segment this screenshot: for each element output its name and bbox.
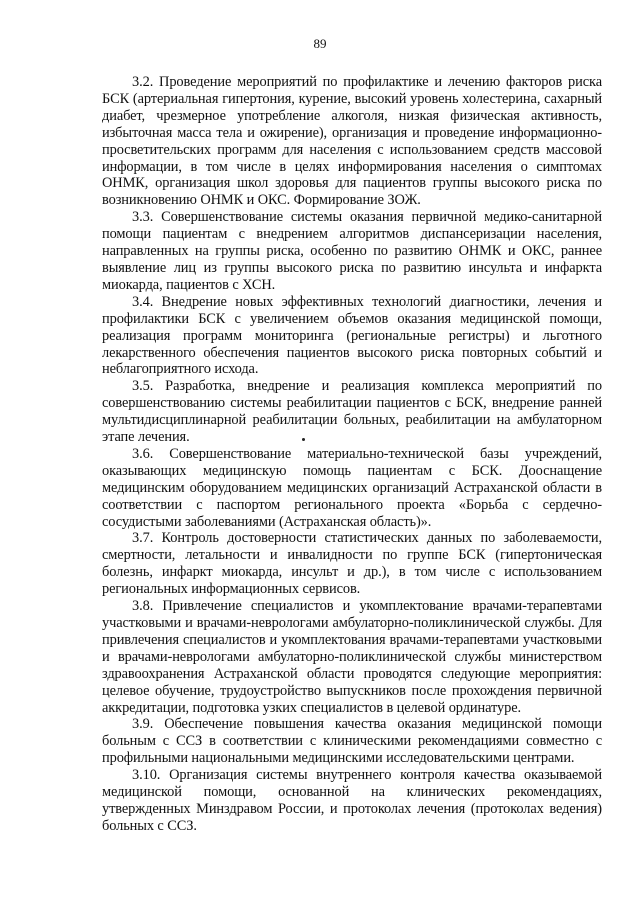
scan-speck: [302, 438, 305, 441]
paragraph-3-10: 3.10. Организация системы внутреннего контроля качества оказываемой медицинской помощи, основанной на клинических рекомендациях, утвержденных Минздравом России, и протоколах лечения (протоколах ведения) больных с ССЗ.: [102, 767, 602, 834]
paragraph-3-4: 3.4. Внедрение новых эффективных технологий диагностики, лечения и профилактики БСК с увеличением объемов оказания медицинской помощи, реализация программ мониторинга (региональные регистры) и льготного лекарственного обеспечения пациентов высокого риска повторных событий и неблагоприятного исхода.: [102, 293, 602, 378]
paragraph-3-9: 3.9. Обеспечение повышения качества оказания медицинской помощи больным с ССЗ в соответствии с клиническими рекомендациями совместно с профильными национальными медицинскими исследовательскими центрами.: [102, 716, 602, 767]
paragraph-3-7: 3.7. Контроль достоверности статистических данных по заболеваемости, смертности, летальности и инвалидности по группе БСК (гипертоническая болезнь, инфаркт миокарда, инсульт и др.), в том числе с использованием региональных информационных сервисов.: [102, 530, 602, 598]
page-number: 89: [313, 36, 327, 51]
paragraph-3-3: 3.3. Совершенствование системы оказания первичной медико-санитарной помощи пациентам с внедрением алгоритмов диспансеризации населения, направленных на группы риска, особенно по развитию ОНМК и ОКС, раннее выявление лиц из группы высокого риска по развитию инсульта и инфаркта миокарда, пациентов с ХСН.: [102, 209, 602, 293]
document-body: [102, 74, 602, 835]
paragraph-3-5: 3.5. Разработка, внедрение и реализация комплекса мероприятий по совершенствованию системы реабилитации пациентов с БСК, внедрение ранней мультидисциплинарной реабилитации больных, реабилитации на амбулаторном этапе лечения.: [102, 378, 602, 446]
paragraph-3-6: 3.6. Совершенствование материально-технической базы учреждений, оказывающих медицинскую помощь пациентам с БСК. Дооснащение медицинским оборудованием медицинских организаций Астраханской области в соответствии с паспортом регионального проекта «Борьба с сердечно-сосудистыми заболеваниями (Астраханская область)».: [102, 445, 602, 530]
paragraph-3-8: 3.8. Привлечение специалистов и укомплектование врачами-терапевтами участковыми и врачами-неврологами амбулаторно-поликлинической службы. Для привлечения специалистов и укомплектования врачами-терапевтами участковыми и врачами-неврологами амбулаторно-поликлинической службы министерством здравоохранения Астраханской области проводятся следующие мероприятия: целевое обучение, трудоустройство выпускников после прохождения первичной аккредитации, подготовка узких специалистов в целевой ординатуре.: [102, 598, 602, 716]
paragraph-3-2: 3.2. Проведение мероприятий по профилактике и лечению факторов риска БСК (артериальная гипертония, курение, высокий уровень холестерина, сахарный диабет, чрезмерное употребление алкоголя, низкая физическая активность, избыточная масса тела и ожирение), организация и проведение информационно-просветительских программ для населения с использованием средств массовой информации, в том числе в целях информирования населения о симптомах ОНМК, организация школ здоровья для пациентов группы высокого риска по возникновению ОНМК и ОКС. Формирование ЗОЖ.: [102, 74, 602, 209]
